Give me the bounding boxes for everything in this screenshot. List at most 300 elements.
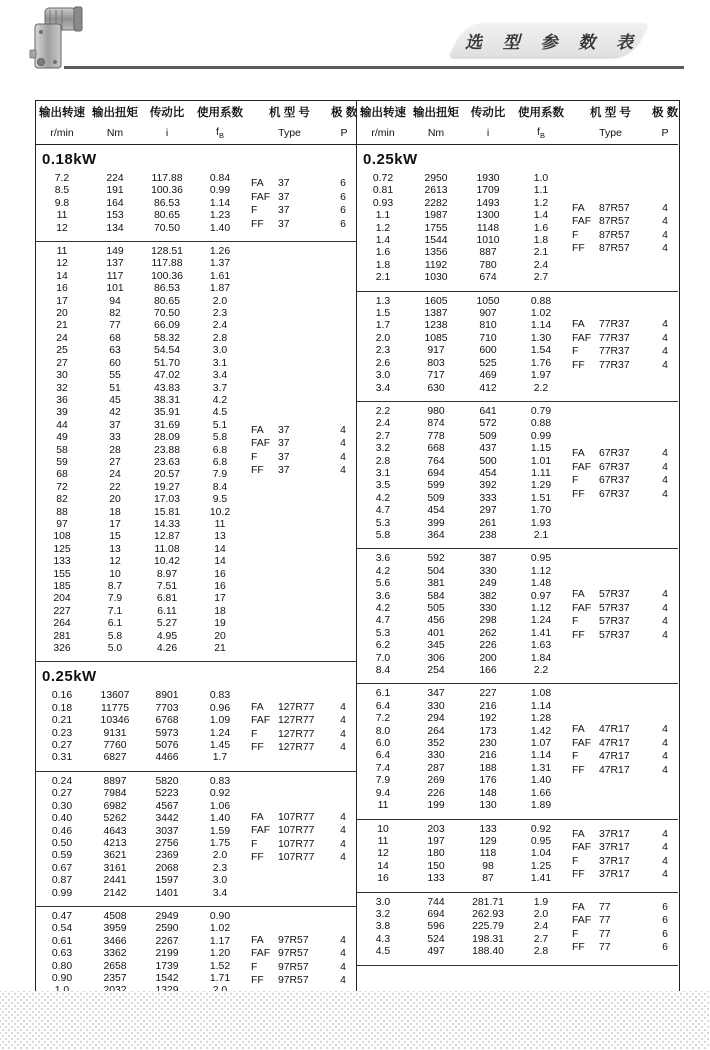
output-torque-cell: 12 (109, 556, 121, 568)
type-model: 37 (278, 465, 290, 477)
type-series: FF (572, 488, 585, 500)
service-factor-cell: 6.8 (212, 456, 228, 468)
output-speed-cell: 39 (56, 407, 68, 419)
poles-cell: 4 (340, 934, 346, 946)
poles-cell: 6 (340, 218, 346, 230)
output-torque-cell: 524 (427, 933, 445, 945)
output-speed-cell: 108 (53, 531, 71, 543)
output-torque-cell: 51 (109, 382, 121, 394)
ratio-cell: 173 (479, 725, 497, 737)
service-factor-cell: 1.48 (530, 578, 552, 590)
output-speed-cell: 7.9 (375, 775, 391, 787)
header-unit: Nm (106, 127, 124, 140)
header-unit: r/min (50, 127, 74, 140)
type-row (569, 345, 678, 359)
output-torque-cell: 2441 (103, 875, 127, 887)
output-torque-cell: 630 (427, 382, 445, 394)
ratio-cell: 382 (479, 590, 497, 602)
type-row (569, 868, 678, 882)
service-factor-cell: 1.7 (212, 752, 228, 764)
service-factor-cell: 0.99 (530, 430, 552, 442)
service-factor-cell: 1.14 (530, 700, 552, 712)
block-values (36, 246, 248, 655)
ratio-cell: 198.31 (472, 933, 504, 945)
poles-cell: 4 (662, 202, 668, 214)
ratio-cell: 133 (479, 823, 497, 835)
ratio-cell: 20.57 (153, 469, 180, 481)
output-torque-cell: 27 (109, 456, 121, 468)
type-model: 77 (599, 901, 611, 913)
ratio-cell: 387 (479, 553, 497, 565)
ratio-cell: 674 (479, 272, 497, 284)
type-row (248, 947, 356, 961)
output-torque-cell: 7.9 (107, 593, 123, 605)
poles-cell: 4 (662, 332, 668, 344)
service-factor-cell: 1.40 (209, 222, 231, 234)
ratio-cell: 525 (479, 357, 497, 369)
header-unit: Type (278, 127, 301, 140)
ratio-cell: 216 (479, 700, 497, 712)
block (36, 686, 356, 770)
header-label-zh: 机 型 号 (269, 106, 310, 119)
output-torque-cell: 1238 (424, 320, 448, 332)
output-speed-cell: 3.5 (375, 480, 391, 492)
output-speed-cell: 10 (377, 823, 389, 835)
ratio-cell: 31.69 (153, 419, 180, 431)
type-row (569, 242, 678, 256)
service-factor-cell: 1.75 (209, 837, 231, 849)
ratio-cell: 1148 (476, 222, 500, 234)
header-unit: $f_B$ (537, 126, 545, 141)
service-factor-cell: 1.07 (530, 738, 552, 750)
service-factor-cell: 2.0 (533, 908, 549, 920)
type-row (569, 914, 678, 928)
output-speed-cell: 6.4 (375, 700, 391, 712)
output-torque-cell: 347 (427, 688, 445, 700)
output-speed-cell: 0.21 (51, 715, 73, 727)
output-speed-cell: 49 (56, 432, 68, 444)
ratio-cell: 1050 (476, 295, 500, 307)
output-speed-cell: 0.63 (51, 948, 73, 960)
output-torque-cell: 287 (427, 762, 445, 774)
output-speed-cell: 6.4 (375, 750, 391, 762)
output-speed-cell: 4.2 (375, 603, 391, 614)
output-speed-cell: 59 (56, 456, 68, 468)
output-speed-cell: 0.27 (51, 740, 73, 752)
output-speed-cell: 204 (53, 593, 71, 605)
poles-cell: 4 (662, 764, 668, 776)
type-series: F (572, 229, 579, 241)
output-speed-cell: 0.67 (51, 862, 73, 874)
poles-cell: 4 (340, 852, 346, 864)
output-speed-cell: 9.8 (54, 197, 70, 209)
output-torque-cell: 264 (427, 725, 445, 737)
type-model: 47R17 (599, 724, 630, 736)
type-row (569, 602, 678, 616)
output-speed-cell: 0.72 (372, 173, 394, 184)
ratio-cell: 100.36 (151, 185, 183, 197)
ratio-cell: 11.08 (154, 543, 180, 555)
output-torque-cell: 2613 (424, 185, 448, 197)
ratio-cell: 392 (479, 480, 497, 492)
ratio-cell: 281.71 (472, 896, 504, 908)
service-factor-cell: 2.0 (212, 850, 228, 862)
output-speed-cell: 21 (56, 320, 68, 332)
output-torque-cell: 1987 (424, 210, 448, 222)
output-speed-cell: 16 (56, 283, 68, 295)
type-model: 37R17 (599, 855, 630, 867)
ratio-cell: 5973 (155, 727, 179, 739)
type-row (248, 934, 356, 948)
output-torque-cell: 399 (427, 517, 445, 529)
poles-cell: 4 (662, 229, 668, 241)
service-factor-cell: 1.29 (530, 480, 552, 492)
type-row (569, 318, 678, 332)
ratio-cell: 6768 (155, 715, 179, 727)
output-torque-cell: 2357 (103, 972, 127, 984)
service-factor-cell: 3.4 (212, 370, 228, 382)
output-speed-cell: 17 (56, 295, 68, 307)
ratio-cell: 333 (479, 492, 497, 504)
ratio-cell: 1709 (476, 185, 500, 197)
poles-cell: 6 (340, 178, 346, 190)
ratio-cell: 117.88 (151, 258, 183, 270)
type-row (248, 728, 356, 742)
output-speed-cell: 12 (56, 222, 68, 234)
left-column-body (36, 151, 356, 1016)
output-torque-cell: 7984 (103, 788, 127, 800)
output-speed-cell: 32 (56, 382, 68, 394)
output-torque-cell: 744 (427, 896, 445, 908)
poles-cell: 6 (662, 901, 668, 913)
ratio-cell: 128.51 (151, 246, 183, 258)
output-speed-cell: 2.0 (375, 332, 391, 344)
ratio-cell: 54.54 (153, 345, 180, 357)
output-speed-cell: 1.8 (375, 259, 391, 271)
output-speed-cell: 0.30 (51, 800, 73, 812)
output-torque-cell: 1544 (424, 235, 448, 247)
output-torque-cell: 3621 (103, 850, 127, 862)
output-torque-cell: 401 (427, 627, 445, 639)
ratio-cell: 10.42 (153, 556, 180, 568)
ratio-cell: 1739 (155, 960, 179, 972)
poles-cell: 4 (662, 346, 668, 358)
ratio-cell: 225.79 (472, 921, 504, 933)
output-torque-cell: 3362 (103, 948, 127, 960)
type-model: 107R77 (278, 838, 315, 850)
ratio-cell: 469 (479, 370, 497, 382)
output-torque-cell: 1387 (424, 308, 448, 320)
output-speed-cell: 281 (53, 630, 71, 642)
poles-cell: 6 (662, 942, 668, 954)
service-factor-cell: 1.40 (209, 813, 231, 825)
output-speed-cell: 0.46 (51, 825, 73, 837)
type-series: FAF (572, 461, 592, 473)
poles-cell: 4 (662, 448, 668, 460)
ratio-cell: 2199 (155, 948, 179, 960)
type-row (248, 191, 356, 205)
ratio-cell: 5076 (155, 740, 179, 752)
block-values (357, 406, 569, 542)
ratio-cell: 5820 (155, 775, 179, 787)
ratio-cell: 2068 (155, 862, 179, 874)
output-speed-cell: 155 (53, 568, 71, 580)
type-row (248, 701, 356, 715)
type-series: F (251, 961, 258, 973)
output-torque-cell: 191 (106, 185, 124, 197)
output-torque-cell: 68 (109, 332, 121, 344)
output-speed-cell: 44 (56, 419, 68, 431)
output-torque-cell: 226 (427, 787, 445, 799)
ratio-cell: 87 (482, 873, 494, 885)
output-speed-cell: 5.8 (375, 529, 391, 541)
output-torque-cell: 94 (109, 295, 121, 307)
type-series: FAF (251, 438, 271, 450)
output-speed-cell: 0.31 (51, 752, 73, 764)
type-model: 97R57 (278, 961, 309, 973)
block (357, 292, 678, 401)
output-torque-cell: 101 (106, 283, 124, 295)
output-speed-cell: 5.3 (375, 627, 391, 639)
ratio-cell: 2756 (155, 837, 179, 849)
service-factor-cell: 2.2 (533, 382, 549, 394)
ratio-cell: 130 (479, 800, 497, 812)
type-row (569, 828, 678, 842)
service-factor-cell: 1.31 (530, 762, 552, 774)
type-series: FAF (572, 915, 592, 927)
ratio-cell: 2590 (155, 923, 179, 935)
output-speed-cell: 0.59 (51, 850, 73, 862)
type-model: 107R77 (278, 825, 315, 837)
ratio-cell: 1930 (476, 173, 500, 184)
output-speed-cell: 36 (56, 394, 68, 406)
block-types (569, 406, 678, 542)
output-speed-cell: 8.0 (375, 725, 391, 737)
output-torque-cell: 137 (106, 258, 124, 270)
poles-cell: 4 (340, 715, 346, 727)
poles-cell: 4 (662, 828, 668, 840)
ratio-cell: 4567 (155, 800, 179, 812)
output-torque-cell: 345 (427, 640, 445, 652)
type-model: 77 (599, 928, 611, 940)
service-factor-cell: 1.37 (209, 258, 231, 270)
type-model: 37 (278, 178, 290, 190)
poles-cell: 4 (340, 465, 346, 477)
output-speed-cell: 2.2 (375, 405, 391, 417)
type-row (248, 437, 356, 451)
service-factor-cell: 1.24 (530, 615, 552, 627)
ratio-cell: 226 (479, 640, 497, 652)
service-factor-cell: 1.04 (530, 848, 552, 860)
ratio-cell: 166 (479, 665, 497, 677)
type-model: 77R37 (599, 346, 630, 358)
block-types (248, 173, 356, 235)
output-torque-cell: 599 (427, 480, 445, 492)
output-torque-cell: 1356 (424, 247, 448, 259)
right-column-body (357, 151, 678, 966)
output-torque-cell: 364 (427, 529, 445, 541)
output-speed-cell: 0.24 (51, 775, 73, 787)
output-torque-cell: 592 (427, 553, 445, 565)
output-torque-cell: 224 (106, 173, 124, 184)
ratio-cell: 23.63 (153, 456, 180, 468)
type-series: FAF (251, 825, 271, 837)
ratio-cell: 7.51 (156, 581, 178, 592)
type-row (248, 451, 356, 465)
output-torque-cell: 254 (427, 665, 445, 677)
output-torque-cell: 5262 (103, 813, 127, 825)
service-factor-cell: 1.09 (209, 715, 231, 727)
type-row (569, 928, 678, 942)
service-factor-cell: 2.8 (533, 946, 549, 958)
service-factor-cell: 1.02 (530, 308, 552, 320)
output-speed-cell: 8.4 (375, 665, 391, 677)
type-model: 87R57 (599, 229, 630, 241)
block (357, 169, 678, 291)
ratio-cell: 437 (479, 443, 497, 455)
header-label-zh: 输出转速 (360, 106, 406, 119)
poles-cell: 6 (340, 205, 346, 217)
output-torque-cell: 18 (109, 506, 121, 518)
type-model: 87R57 (599, 216, 630, 228)
output-speed-cell: 3.2 (375, 908, 391, 920)
type-series: FA (572, 724, 585, 736)
output-torque-cell: 10 (109, 568, 121, 580)
block-types (248, 776, 356, 900)
block (357, 549, 678, 683)
halftone-texture (0, 991, 710, 1050)
output-speed-cell: 7.0 (375, 652, 391, 664)
ratio-cell: 2369 (155, 850, 179, 862)
output-speed-cell: 82 (56, 494, 68, 506)
poles-cell: 4 (340, 424, 346, 436)
type-series: F (572, 751, 579, 763)
type-row (569, 229, 678, 243)
service-factor-cell: 0.90 (209, 910, 231, 922)
service-factor-cell: 2.1 (533, 247, 549, 259)
type-series: FAF (572, 842, 592, 854)
left-column (36, 101, 357, 993)
ratio-cell: 98 (482, 860, 494, 872)
type-row (569, 764, 678, 778)
output-torque-cell: 5.0 (107, 643, 123, 655)
ratio-cell: 3442 (155, 813, 179, 825)
output-torque-cell: 764 (427, 455, 445, 467)
type-model: 37R17 (599, 828, 630, 840)
type-series: F (251, 838, 258, 850)
header-unit: P (340, 127, 348, 140)
block-types (569, 173, 678, 285)
service-factor-cell: 0.97 (530, 590, 552, 602)
output-speed-cell: 0.27 (51, 788, 73, 800)
output-speed-cell: 72 (56, 481, 68, 493)
service-factor-cell: 3.7 (212, 382, 228, 394)
page-title: 选 型 参 数 表 (465, 32, 641, 52)
service-factor-cell: 2.3 (212, 862, 228, 874)
service-factor-cell: 2.8 (212, 332, 228, 344)
service-factor-cell: 7.9 (212, 469, 228, 481)
block-types (569, 296, 678, 395)
type-model: 77R37 (599, 332, 630, 344)
type-model: 127R77 (278, 701, 315, 713)
type-model: 37R17 (599, 842, 630, 854)
service-factor-cell: 4.2 (212, 394, 228, 406)
type-series: FA (572, 202, 585, 214)
output-torque-cell: 584 (427, 590, 445, 602)
type-series: FF (251, 465, 264, 477)
block-values (357, 296, 569, 395)
type-model: 67R37 (599, 461, 630, 473)
service-factor-cell: 2.1 (533, 529, 549, 541)
type-row (569, 202, 678, 216)
type-series: FAF (572, 216, 592, 228)
block-values (36, 690, 248, 764)
output-torque-cell: 3959 (103, 923, 127, 935)
output-speed-cell: 0.93 (372, 197, 394, 209)
service-factor-cell: 1.41 (530, 873, 552, 885)
type-row (569, 841, 678, 855)
service-factor-cell: 1.14 (530, 750, 552, 762)
output-torque-cell: 269 (427, 775, 445, 787)
service-factor-cell: 1.06 (209, 800, 231, 812)
service-factor-cell: 16 (214, 568, 226, 580)
output-torque-cell: 694 (427, 908, 445, 920)
output-torque-cell: 24 (109, 469, 121, 481)
output-torque-cell: 456 (427, 615, 445, 627)
ratio-cell: 5.27 (156, 618, 178, 630)
service-factor-cell: 1.02 (209, 923, 231, 935)
output-torque-cell: 6982 (103, 800, 127, 812)
type-series: F (572, 475, 579, 487)
ratio-cell: 810 (479, 320, 497, 332)
ratio-cell: 1542 (155, 972, 179, 984)
service-factor-cell: 1.71 (209, 972, 231, 984)
output-speed-cell: 0.50 (51, 837, 73, 849)
service-factor-cell: 3.0 (212, 345, 228, 357)
ratio-cell: 86.53 (153, 197, 180, 209)
block-values (357, 897, 569, 959)
header-label-zh: 传动比 (470, 106, 506, 119)
ratio-cell: 4.26 (156, 643, 178, 655)
service-factor-cell: 1.97 (530, 370, 552, 382)
service-factor-cell: 1.76 (530, 357, 552, 369)
output-speed-cell: 6.2 (375, 640, 391, 652)
output-speed-cell: 68 (56, 469, 68, 481)
output-torque-cell: 60 (109, 357, 121, 369)
type-row (569, 461, 678, 475)
output-speed-cell: 185 (53, 581, 71, 592)
type-series: FA (572, 901, 585, 913)
output-speed-cell: 0.16 (51, 690, 73, 702)
output-speed-cell: 27 (56, 357, 68, 369)
ratio-cell: 454 (479, 467, 497, 479)
output-speed-cell: 11 (377, 800, 389, 812)
type-model: 37 (278, 451, 290, 463)
ratio-cell: 100.36 (151, 270, 183, 282)
type-model: 37R17 (599, 869, 630, 881)
poles-cell: 4 (340, 948, 346, 960)
poles-cell: 4 (662, 869, 668, 881)
poles-cell: 4 (340, 701, 346, 713)
ratio-cell: 6.11 (157, 605, 177, 617)
output-torque-cell: 203 (427, 823, 445, 835)
service-factor-cell: 2.4 (533, 921, 549, 933)
output-torque-cell: 37 (109, 419, 121, 431)
service-factor-cell: 13 (214, 531, 226, 543)
output-torque-cell: 505 (427, 603, 445, 614)
service-factor-cell: 1.59 (209, 825, 231, 837)
type-model: 47R17 (599, 751, 630, 763)
